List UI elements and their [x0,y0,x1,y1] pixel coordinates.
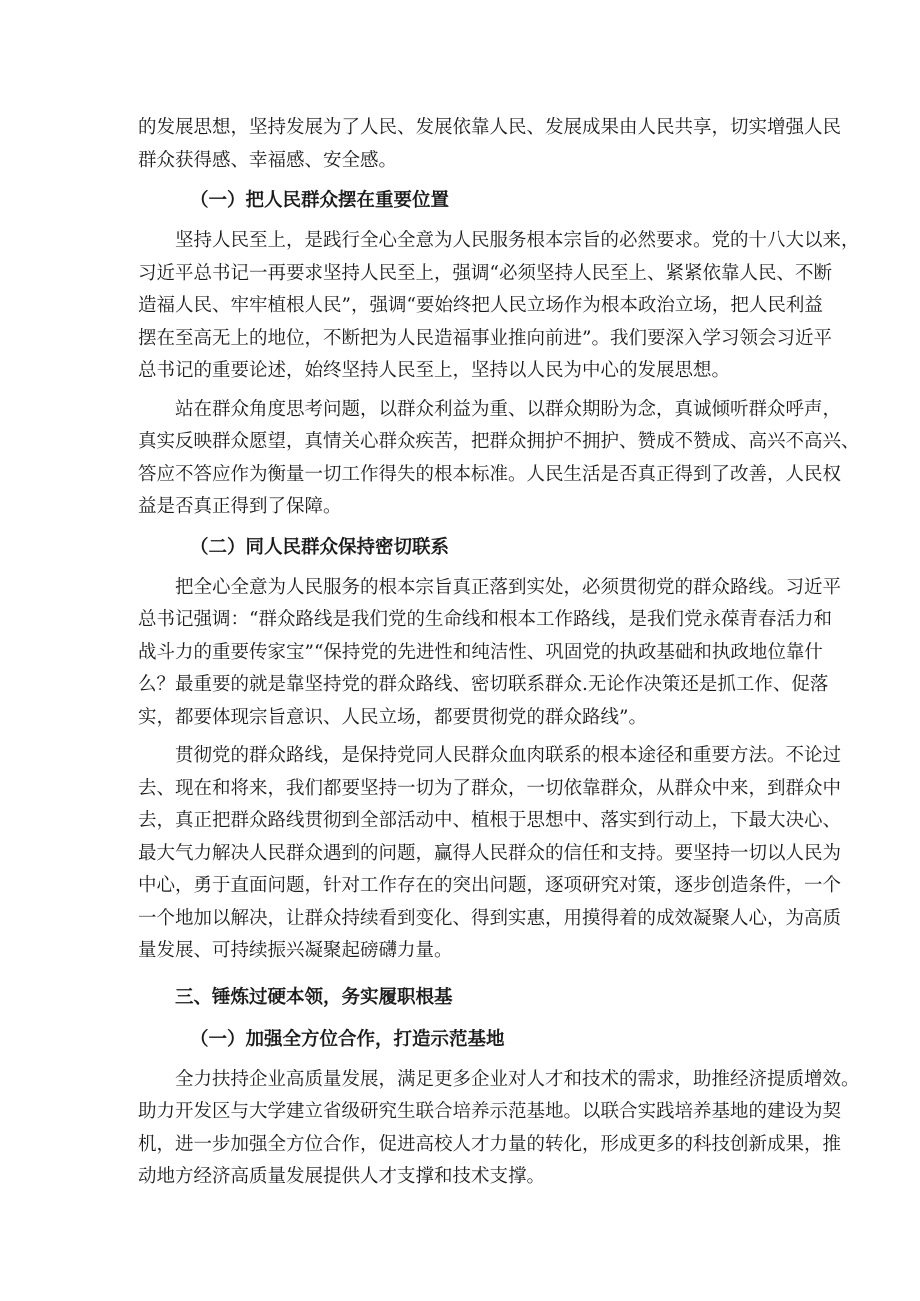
text-line: 习近平总书记一再要求坚持人民至上，强调“必须坚持人民至上、紧紧依靠人民、不断 [138,262,832,284]
text-line: 机，进一步加强全方位合作，促进高校人才力量的转化，形成更多的科技创新成果，推 [138,1133,842,1155]
chapter-heading: 三、锤炼过硬本领，务实履职根基 [175,986,453,1008]
text-line: 摆在至高无上的地位，不断把为人民造福事业推向前进”。我们要深入学习领会习近平 [138,327,832,349]
text-line: 造福人民、牢牢植根人民”，强调“要始终把人民立场作为根本政治立场，把人民利益 [138,295,823,316]
text-line: 真实反映群众愿望，真情关心群众疾苦，把群众拥护不拥护、赞成不赞成、高兴不高兴、 [138,431,860,452]
paragraph [138,740,842,968]
text-line: 站在群众角度思考问题，以群众利益为重、以群众期盼为念，真诚倾听群众呼声， [175,398,842,420]
document-page [138,112,860,1194]
text-line: 一个地加以解决，让群众持续看到变化、得到实惠，用摸得着的成效凝聚人心，为高质 [138,907,842,929]
text-line: 战斗力的重要传家宝”“保持党的先进性和纯洁性、巩固党的执政基础和执政地位靠什 [138,641,823,663]
text-line: 去、现在和将来，我们都要坚持一切为了群众，一切依靠群众，从群众中来，到群众中 [138,777,842,799]
text-line: 动地方经济高质量发展提供人才支撑和技术支撑。 [138,1166,546,1187]
text-line: 把全心全意为人民服务的根本宗旨真正落到实处，必须贯彻党的群众路线。习近平 [175,576,842,598]
text-line: 的发展思想，坚持发展为了人民、发展依靠人民、发展成果由人民共享，切实增强人民 [138,117,842,138]
section-heading: （一）把人民群众摆在重要位置 [190,190,450,211]
text-line: 全力扶持企业高质量发展，满足更多企业对人才和技术的需求，助推经济提质增效。 [175,1068,860,1090]
paragraph [138,225,860,388]
text-line: 最大气力解决人民群众遇到的问题，赢得人民群众的信任和支持。要坚持一切以人民为 [138,842,842,864]
paragraph [138,572,842,735]
paragraph [138,112,842,177]
text-line: 总书记强调：“群众路线是我们党的生命线和根本工作路线，是我们党永葆青春活力和 [138,609,832,630]
text-line: 量发展、可持续振兴凝聚起磅礴力量。 [138,940,453,961]
text-line: 答应不答应作为衡量一切工作得失的根本标准。人民生活是否真正得到了改善，人民权 [138,463,842,485]
text-line: 益是否真正得到了保障。 [138,496,342,517]
text-line: 总书记的重要论述，始终坚持人民至上，坚持以人民为中心的发展思想。 [138,360,731,381]
section-heading: （一）加强全方位合作，打造示范基地 [190,1028,505,1050]
text-line: 实，都要体现宗旨意识、人民立场，都要贯彻党的群众路线”。 [138,706,647,728]
text-line: 坚持人民至上，是践行全心全意为人民服务根本宗旨的必然要求。党的十八大以来， [175,230,860,251]
paragraph [138,1064,860,1194]
text-line: 中心，勇于直面问题，针对工作存在的突出问题，逐项研究对策，逐步创造条件，一个 [138,875,842,896]
paragraph [138,394,860,524]
text-line: 去，真正把群众路线贯彻到全部活动中、植根于思想中、落实到行动上，下最大决心、 [138,810,842,831]
text-line: 贯彻党的群众路线，是保持党同人民群众血肉联系的根本途径和重要方法。不论过 [175,745,842,766]
section-heading: （二）同人民群众保持密切联系 [190,536,450,558]
text-line: 助力开发区与大学建立省级研究生联合培养示范基地。以联合实践培养基地的建设为契 [138,1101,842,1122]
text-line: 群众获得感、幸福感、安全感。 [138,149,398,171]
text-line: 么？最重要的就是靠坚持党的群众路线、密切联系群众.无论作决策还是抓工作、促落 [138,674,829,695]
